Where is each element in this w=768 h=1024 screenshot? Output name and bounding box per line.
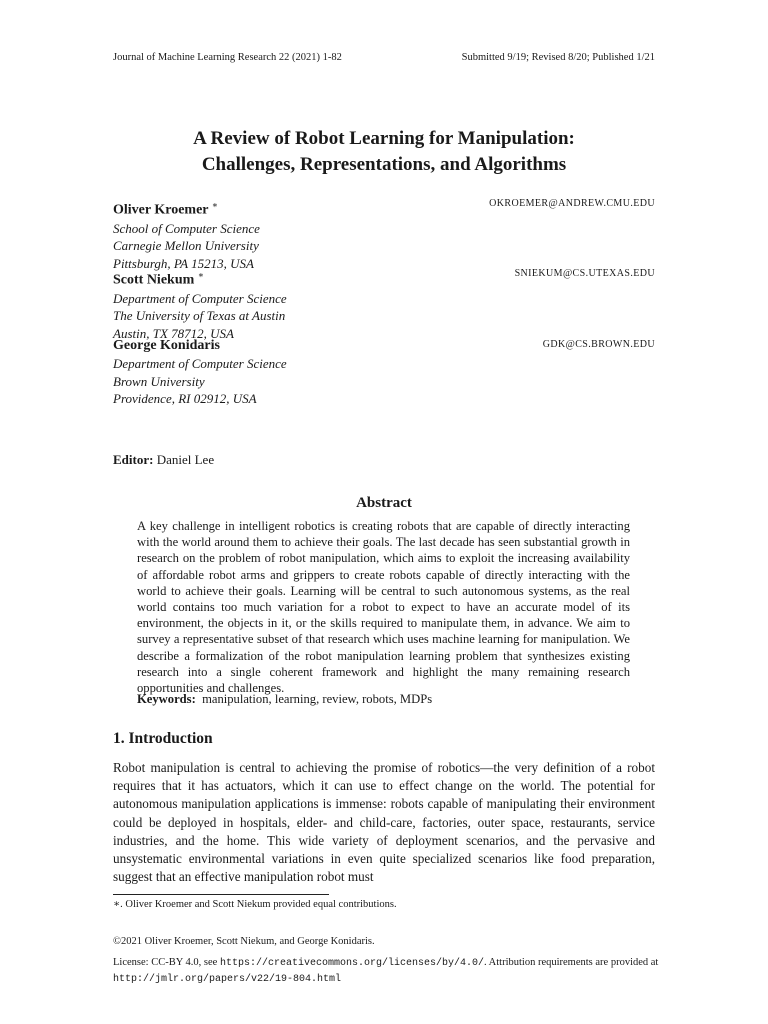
footnote: ∗. Oliver Kroemer and Scott Niekum provided equal contributions. bbox=[113, 899, 397, 910]
keywords-list: manipulation, learning, review, robots, MDPs bbox=[202, 692, 433, 706]
section-heading-introduction: 1. Introduction bbox=[113, 730, 213, 747]
author-email[interactable]: OKROEMER@ANDREW.CMU.EDU bbox=[489, 198, 655, 209]
keywords-label: Keywords: bbox=[137, 692, 196, 706]
author-name: George Konidaris bbox=[113, 338, 220, 353]
editor-label: Editor: bbox=[113, 452, 154, 467]
author-email[interactable]: SNIEKUM@CS.UTEXAS.EDU bbox=[514, 268, 655, 279]
author-name: Scott Niekum ∗ bbox=[113, 270, 204, 288]
journal-header: Journal of Machine Learning Research 22 (2021) 1-82 bbox=[113, 52, 342, 63]
author-block bbox=[113, 337, 655, 408]
paper-link[interactable]: http://jmlr.org/papers/v22/19-804.html bbox=[113, 974, 342, 985]
editor-line bbox=[113, 452, 214, 468]
author-name: Oliver Kroemer ∗ bbox=[113, 200, 218, 218]
license-notice: License: CC-BY 4.0, see https://creativecommons.org/licenses/by/4.0/. Attribution requirements are provided at http://jmlr.org/papers/v22/19-804.html bbox=[113, 957, 659, 985]
title-line-2: Challenges, Representations, and Algorithms bbox=[201, 154, 567, 175]
footnote-mark: ∗ bbox=[197, 270, 204, 280]
submission-dates: Submitted 9/19; Revised 8/20; Published 1/21 bbox=[461, 52, 655, 63]
copyright-notice: ©2021 Oliver Kroemer, Scott Niekum, and George Konidaris. bbox=[113, 936, 375, 947]
keywords-line bbox=[137, 692, 630, 707]
author-affiliation: School of Computer Science Carnegie Mellon University Pittsburgh, PA 15213, USA bbox=[113, 220, 260, 271]
author-affiliation: Department of Computer Science The University of Texas at Austin Austin, TX 78712, USA bbox=[113, 290, 287, 341]
abstract-text: A key challenge in intelligent robotics is creating robots that are capable of directly interacting with the world around them to achieve their goals. The last decade has seen substantial growth in research on the problem of robot manipulation, which aims to exploit the increasing availability of affordable robot arms and grippers to create robots capable of directly interacting with the world to achieve their goals. Learning will be central to such autonomous systems, as the real world contains too much variation for a robot to expect to have an accurate model of its environment, the objects in it, or the skills required to manipulate them, in advance. We aim to survey a representative subset of that research which uses machine learning for manipulation. We describe a formalization of the robot manipulation learning problem that synthesizes existing research into a single coherent framework and highlight the many remaining research opportunities and challenges. bbox=[137, 519, 630, 696]
footnote-mark: ∗ bbox=[211, 200, 218, 210]
paper-title bbox=[0, 126, 768, 178]
author-email[interactable]: GDK@CS.BROWN.EDU bbox=[542, 339, 655, 350]
editor-name: Daniel Lee bbox=[156, 452, 215, 467]
author-affiliation: Department of Computer Science Brown University Providence, RI 02912, USA bbox=[113, 356, 287, 406]
abstract-heading: Abstract bbox=[356, 495, 412, 511]
introduction-text: Robot manipulation is central to achieving the promise of robotics—the very definition of a robot requires that it has actuators, which it can use to effect change on the world. The potential for autonomous manipulation applications is immense: robots capable of manipulating their environment could be deployed in hospitals, elder- and child-care, factories, outer space, restaurants, service industries, and the home. This wide variety of deployment scenarios, and the pervasive and unsystematic environmental variations in even quite specialized scenarios like food preparation, suggest that an effective manipulation robot must bbox=[113, 760, 655, 885]
footnote-divider bbox=[113, 894, 329, 895]
title-line-1: A Review of Robot Learning for Manipulation: bbox=[193, 128, 575, 149]
author-block bbox=[113, 196, 655, 272]
author-block bbox=[113, 266, 655, 342]
license-link[interactable]: https://creativecommons.org/licenses/by/4.0/ bbox=[219, 958, 484, 969]
